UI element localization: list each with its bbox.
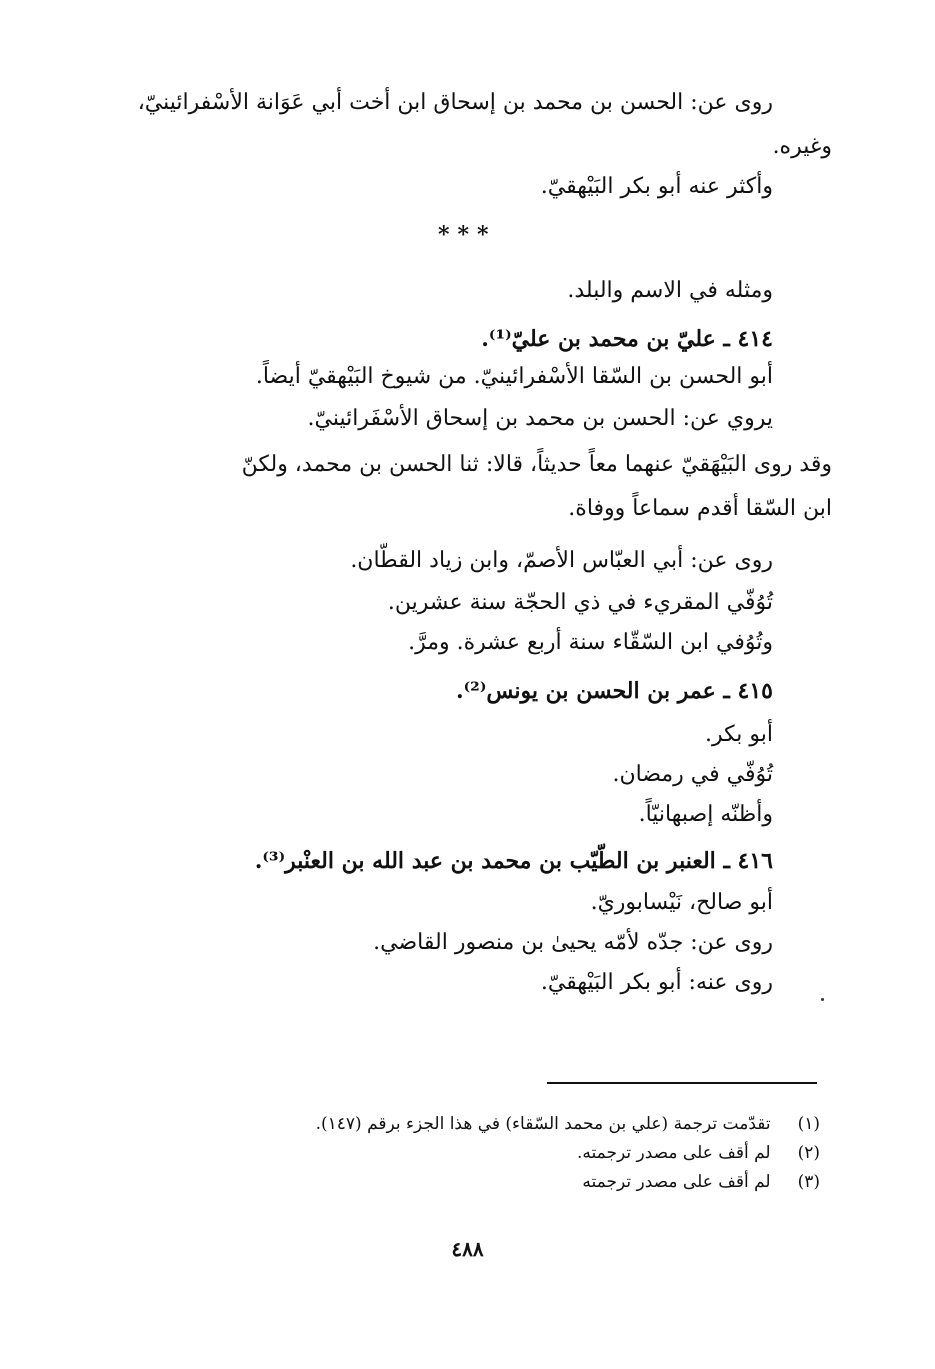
text-line: ابن السّقا أقدم سماعاً ووفاة.: [568, 496, 832, 521]
footnote-1: [316, 1112, 820, 1136]
entry-heading-416: ٤١٦ ـ العنبر بن الطّيّب بن محمد بن عبد الله بن العنْبر⁽³⁾.: [254, 848, 773, 874]
text-line: أبو بكر.: [705, 722, 773, 747]
text-line: ومثله في الاسم والبلد.: [567, 278, 773, 303]
footnote-divider: [547, 1082, 817, 1084]
text-line: يروي عن: الحسن بن محمد بن إسحاق الأسْفَرائينيّ.: [307, 406, 773, 431]
text-line: وتُوُفي ابن السّقّاء سنة أربع عشرة. ومرَّ.: [408, 630, 773, 655]
footnote-3: [582, 1170, 820, 1194]
text-line: روى عن: الحسن بن محمد بن إسحاق ابن أخت أبي عَوَانة الأسْفرائينيّ،: [137, 90, 773, 115]
text-line: روى عن: أبي العبّاس الأصمّ، وابن زياد القطّان.: [350, 548, 773, 573]
footnote-number: (١): [797, 1114, 820, 1134]
entry-heading-414: ٤١٤ ـ عليّ بن محمد بن عليّ⁽¹⁾.: [481, 326, 773, 352]
text-line: روى عنه: أبو بكر البَيْهقيّ.: [540, 970, 773, 995]
entry-heading-415: ٤١٥ ـ عمر بن الحسن بن يونس⁽²⁾.: [455, 678, 773, 704]
text-line: تُوُفّي المقريء في ذي الحجّة سنة عشرين.: [387, 590, 773, 615]
footnote-text: تقدّمت ترجمة (علي بن محمد السّقاء) في هذا الجزء برقم (١٤٧).: [315, 1114, 771, 1134]
text-line: وأظنّه إصبهانيّاً.: [638, 802, 773, 827]
footnote-2: [577, 1141, 820, 1165]
print-speck: [821, 998, 824, 1001]
text-line: وقد روى البَيْهَقيّ عنهما معاً حديثاً، قالا: ثنا الحسن بن محمد، ولكنّ: [241, 452, 832, 477]
footnote-text: لم أقف على مصدر ترجمته: [582, 1172, 771, 1192]
text-line: وغيره.: [772, 134, 832, 159]
page-number: ٤٨٨: [451, 1237, 484, 1261]
footnote-number: (٢): [797, 1143, 820, 1163]
footnote-number: (٣): [797, 1172, 820, 1192]
text-line: وأكثر عنه أبو بكر البَيْهقيّ.: [540, 174, 773, 199]
section-separator: ***: [438, 222, 497, 248]
text-line: روى عن: جدّه لأمّه يحيىٰ بن منصور القاضي.: [373, 930, 773, 955]
text-line: أبو صالح، نَيْسابوريّ.: [590, 890, 773, 915]
text-line: تُوُفّي في رمضان.: [612, 762, 773, 787]
text-line: أبو الحسن بن السّقا الأسْفرائينيّ. من شيوخ البَيْهقيّ أيضاً.: [255, 364, 773, 389]
footnote-text: لم أقف على مصدر ترجمته.: [577, 1143, 771, 1163]
